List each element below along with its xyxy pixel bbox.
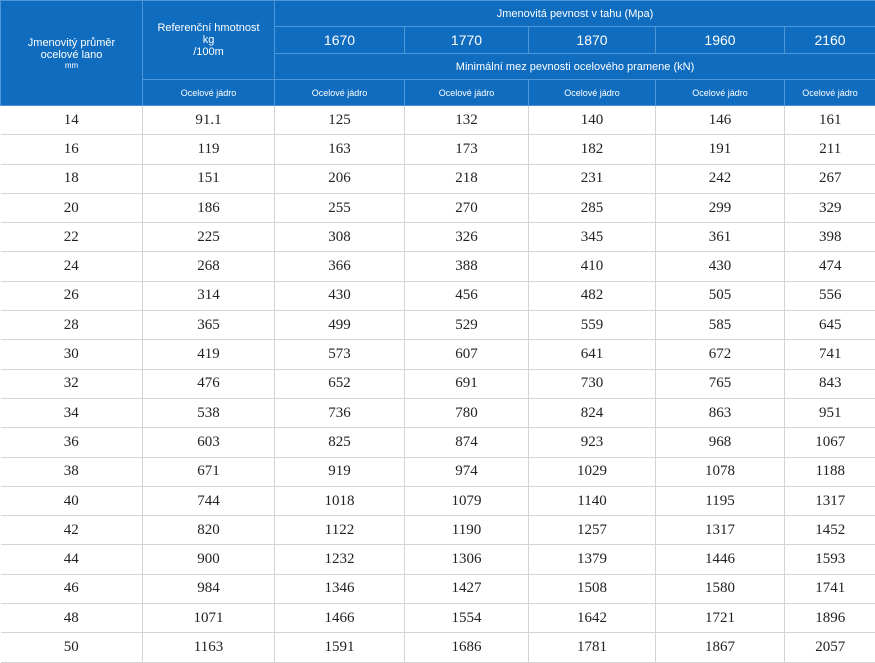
cell-force-1770: 326 [405,223,529,252]
header-core-1960: Ocelové jádro [656,80,785,106]
cell-diameter: 38 [1,457,143,486]
cell-force-2160: 2057 [785,633,875,662]
cell-force-2160: 741 [785,340,875,369]
cell-diameter: 50 [1,633,143,662]
cell-force-1870: 1781 [529,633,656,662]
cell-force-1770: 132 [405,106,529,135]
cell-weight: 419 [143,340,275,369]
cell-weight: 268 [143,252,275,281]
cell-force-1770: 388 [405,252,529,281]
cell-force-2160: 951 [785,398,875,427]
header-min-breaking-force: Minimální mez pevnosti ocelového pramene (kN) [275,54,875,80]
cell-weight: 538 [143,398,275,427]
cell-force-1870: 641 [529,340,656,369]
cell-force-1870: 1642 [529,604,656,633]
header-core-2160: Ocelové jádro [785,80,875,106]
cell-force-2160: 645 [785,311,875,340]
header-core-1870: Ocelové jádro [529,80,656,106]
cell-force-2160: 329 [785,193,875,222]
header-reference-weight-line1: Referenční hmotnost [143,22,274,34]
header-nominal-diameter-line1: Jmenovitý průměr [1,37,142,49]
cell-weight: 151 [143,164,275,193]
cell-force-1960: 1867 [656,633,785,662]
cell-diameter: 22 [1,223,143,252]
cell-force-1960: 585 [656,311,785,340]
cell-force-1670: 163 [275,135,405,164]
cell-force-1870: 482 [529,281,656,310]
cell-weight: 365 [143,311,275,340]
table-row [1,486,875,515]
cell-force-1670: 736 [275,398,405,427]
cell-diameter: 24 [1,252,143,281]
header-grade-2160: 2160 [785,27,875,54]
cell-force-1770: 874 [405,428,529,457]
cell-diameter: 46 [1,574,143,603]
cell-weight: 900 [143,545,275,574]
cell-force-1960: 505 [656,281,785,310]
cell-force-1870: 410 [529,252,656,281]
cell-weight: 1071 [143,604,275,633]
table-row [1,398,875,427]
cell-force-1960: 430 [656,252,785,281]
table-row [1,545,875,574]
cell-force-1670: 499 [275,311,405,340]
cell-force-1870: 1379 [529,545,656,574]
cell-force-1670: 573 [275,340,405,369]
header-nominal-diameter-unit: mm [1,61,142,70]
cell-force-1770: 1554 [405,604,529,633]
cell-force-1670: 652 [275,369,405,398]
cell-force-2160: 556 [785,281,875,310]
cell-force-1960: 361 [656,223,785,252]
cell-force-1960: 1446 [656,545,785,574]
table-row [1,574,875,603]
table-row [1,604,875,633]
cell-diameter: 16 [1,135,143,164]
cell-weight: 225 [143,223,275,252]
cell-force-1770: 974 [405,457,529,486]
cell-weight: 119 [143,135,275,164]
cell-weight: 91.1 [143,106,275,135]
cell-weight: 1163 [143,633,275,662]
cell-force-2160: 843 [785,369,875,398]
cell-diameter: 44 [1,545,143,574]
cell-force-1770: 780 [405,398,529,427]
cell-force-1670: 825 [275,428,405,457]
cell-diameter: 34 [1,398,143,427]
cell-force-1770: 270 [405,193,529,222]
cell-force-1960: 1195 [656,486,785,515]
cell-force-1670: 1232 [275,545,405,574]
cell-force-1670: 1591 [275,633,405,662]
cell-force-1670: 255 [275,193,405,222]
table-row [1,193,875,222]
cell-weight: 671 [143,457,275,486]
cell-force-1670: 1346 [275,574,405,603]
cell-force-1670: 125 [275,106,405,135]
cell-force-1960: 1317 [656,516,785,545]
cell-diameter: 18 [1,164,143,193]
cell-force-1870: 182 [529,135,656,164]
table-row [1,369,875,398]
cell-force-1670: 919 [275,457,405,486]
header-grade-1670: 1670 [275,27,405,54]
cell-force-1770: 1427 [405,574,529,603]
cell-force-1670: 1018 [275,486,405,515]
cell-force-1770: 607 [405,340,529,369]
cell-force-1670: 308 [275,223,405,252]
cell-diameter: 30 [1,340,143,369]
cell-force-1770: 218 [405,164,529,193]
cell-force-2160: 1317 [785,486,875,515]
cell-force-1670: 206 [275,164,405,193]
header-nominal-diameter [1,1,143,106]
header-grade-1960: 1960 [656,27,785,54]
cell-force-2160: 1896 [785,604,875,633]
cell-diameter: 36 [1,428,143,457]
cell-force-1960: 1580 [656,574,785,603]
cell-force-1960: 968 [656,428,785,457]
cell-force-1770: 173 [405,135,529,164]
cell-diameter: 26 [1,281,143,310]
cell-force-1960: 672 [656,340,785,369]
cell-force-2160: 474 [785,252,875,281]
cell-force-1960: 765 [656,369,785,398]
header-grade-1770: 1770 [405,27,529,54]
cell-weight: 820 [143,516,275,545]
cell-force-1870: 730 [529,369,656,398]
cell-diameter: 32 [1,369,143,398]
table-body [1,106,875,663]
cell-force-1870: 140 [529,106,656,135]
header-reference-weight-line3: /100m [143,46,274,58]
cell-force-1670: 1466 [275,604,405,633]
cell-force-1770: 1190 [405,516,529,545]
cell-force-2160: 1741 [785,574,875,603]
table-row [1,457,875,486]
cell-force-1870: 1029 [529,457,656,486]
cell-weight: 603 [143,428,275,457]
cell-diameter: 14 [1,106,143,135]
cell-weight: 984 [143,574,275,603]
cell-force-1960: 242 [656,164,785,193]
cell-force-1870: 1508 [529,574,656,603]
header-grade-1870: 1870 [529,27,656,54]
cell-force-1960: 1721 [656,604,785,633]
cell-weight: 476 [143,369,275,398]
cell-weight: 744 [143,486,275,515]
cell-force-1870: 923 [529,428,656,457]
cell-force-1870: 1140 [529,486,656,515]
cell-diameter: 28 [1,311,143,340]
cell-diameter: 48 [1,604,143,633]
cell-force-1960: 1078 [656,457,785,486]
cell-weight: 314 [143,281,275,310]
header-core-1770: Ocelové jádro [405,80,529,106]
table-row [1,516,875,545]
cell-force-1870: 1257 [529,516,656,545]
cell-force-1870: 345 [529,223,656,252]
cell-diameter: 40 [1,486,143,515]
header-core-1670: Ocelové jádro [275,80,405,106]
cell-force-1960: 299 [656,193,785,222]
cell-force-1770: 456 [405,281,529,310]
table-header [1,1,875,106]
cell-force-1670: 366 [275,252,405,281]
table-row [1,252,875,281]
cell-force-1770: 691 [405,369,529,398]
cell-force-2160: 1452 [785,516,875,545]
table-row [1,428,875,457]
cell-force-2160: 1593 [785,545,875,574]
cell-force-2160: 211 [785,135,875,164]
table-row [1,164,875,193]
cell-force-2160: 1188 [785,457,875,486]
cell-force-1870: 231 [529,164,656,193]
header-nominal-diameter-line2: ocelové lano [1,49,142,61]
cell-weight: 186 [143,193,275,222]
table-row [1,106,875,135]
cell-force-1960: 863 [656,398,785,427]
cell-diameter: 20 [1,193,143,222]
cell-force-1670: 430 [275,281,405,310]
cell-force-1870: 285 [529,193,656,222]
cell-force-2160: 398 [785,223,875,252]
table-row [1,633,875,662]
cell-force-1670: 1122 [275,516,405,545]
cell-force-2160: 1067 [785,428,875,457]
table-row [1,223,875,252]
table-row [1,135,875,164]
header-strength-group: Jmenovitá pevnost v tahu (Mpa) [275,1,875,27]
header-weight-core: Ocelové jádro [143,80,275,106]
cell-force-1770: 1686 [405,633,529,662]
table-row [1,340,875,369]
cell-diameter: 42 [1,516,143,545]
cell-force-1770: 1079 [405,486,529,515]
table-row [1,281,875,310]
cell-force-2160: 161 [785,106,875,135]
table-row [1,311,875,340]
cell-force-1870: 824 [529,398,656,427]
cell-force-1960: 191 [656,135,785,164]
cell-force-2160: 267 [785,164,875,193]
cell-force-1960: 146 [656,106,785,135]
cell-force-1770: 1306 [405,545,529,574]
header-reference-weight-line2: kg [143,34,274,46]
header-reference-weight [143,1,275,80]
cell-force-1870: 559 [529,311,656,340]
cell-force-1770: 529 [405,311,529,340]
